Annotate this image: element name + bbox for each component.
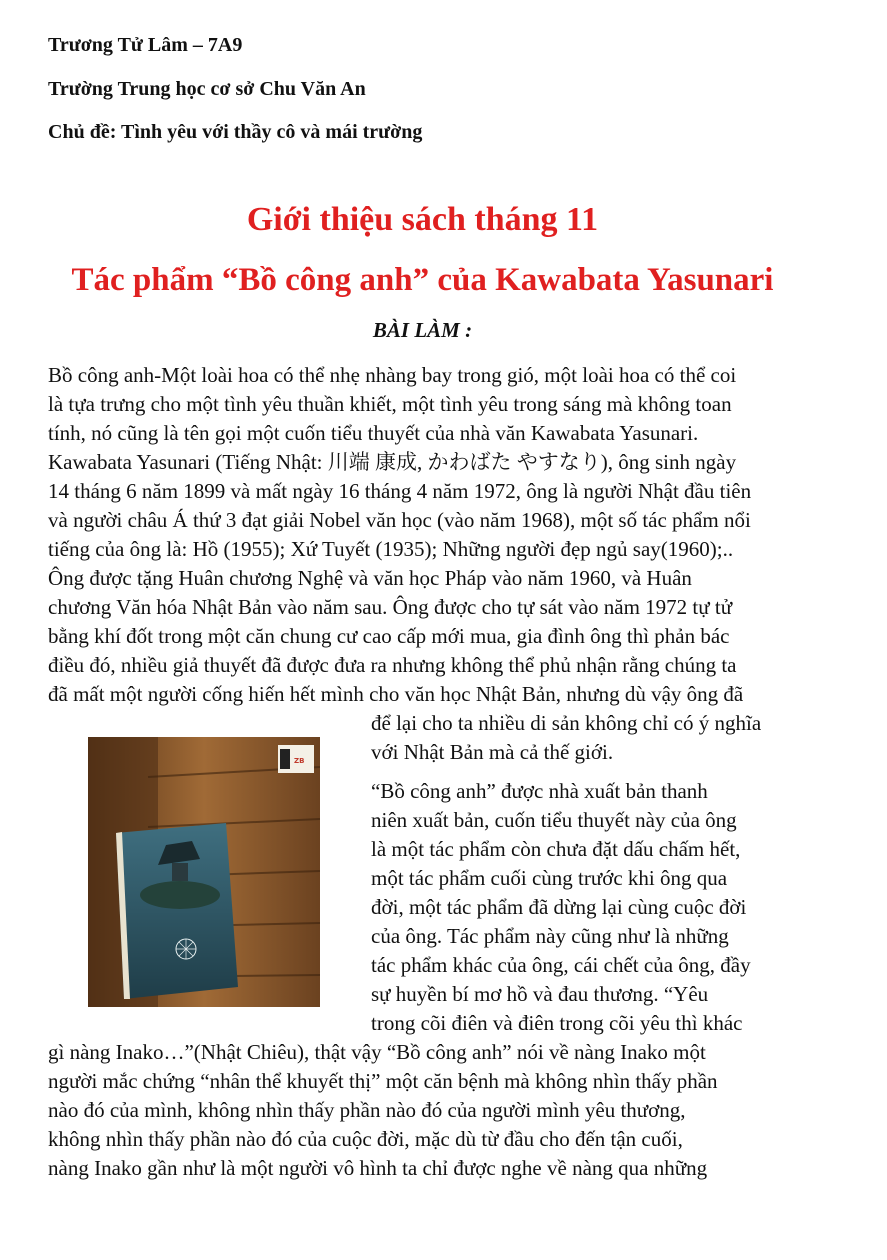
body-line: gì nàng Inako…”(Nhật Chiêu), thật vậy “Bồ công anh” nói về nàng Inako một (48, 1040, 706, 1064)
page-subtitle: Tác phẩm “Bồ công anh” của Kawabata Yasunari (71, 262, 774, 298)
body-line: bằng khí đốt trong một căn chung cư cao cấp mới mua, gia đình ông thì phản bác (48, 624, 730, 648)
body-line: không nhìn thấy phần nào đó của cuộc đời, mặc dù từ đầu cho đến tận cuối, (48, 1127, 683, 1151)
body-line: một tác phẩm cuối cùng trước khi ông qua (371, 866, 728, 890)
body-line: nào đó của mình, không nhìn thấy phần nào đó của người mình yêu thương, (48, 1098, 686, 1122)
topic-line: Chủ đề: Tình yêu với thầy cô và mái trường (48, 121, 423, 143)
body-line: Kawabata Yasunari (Tiếng Nhật: 川端 康成, かわばた やすなり), ông sinh ngày (48, 450, 737, 474)
body-line: niên xuất bản, cuốn tiểu thuyết này của ông (371, 808, 737, 832)
body-line: người mắc chứng “nhân thể khuyết thị” một căn bệnh mà không nhìn thấy phần (48, 1069, 718, 1093)
page-title: Giới thiệu sách tháng 11 (246, 201, 599, 238)
body-line: là một tác phẩm còn chưa đặt dấu chấm hết, (371, 837, 741, 861)
body-line: 14 tháng 6 năm 1899 và mất ngày 16 tháng 4 năm 1972, ông là người Nhật đầu tiên (48, 479, 752, 503)
section-label: BÀI LÀM : (372, 318, 473, 342)
body-line: chương Văn hóa Nhật Bản vào năm sau. Ông được cho tự sát vào năm 1972 tự tử (48, 595, 733, 619)
body-line: của ông. Tác phẩm này cũng như là những (371, 924, 729, 948)
author-line: Trương Tử Lâm – 7A9 (48, 34, 243, 56)
body-line: điều đó, nhiều giả thuyết đã được đưa ra nhưng không thể phủ nhận rằng chúng ta (48, 653, 737, 677)
book-photo-illustration (88, 737, 320, 1007)
body-line: trong cõi điên và điên trong cõi yêu thì khác (371, 1011, 743, 1035)
school-line: Trường Trung học cơ sở Chu Văn An (48, 78, 366, 100)
body-line: đời, một tác phẩm đã dừng lại cùng cuộc đời (371, 895, 747, 919)
body-line: tiếng của ông là: Hồ (1955); Xứ Tuyết (1935); Những người đẹp ngủ say(1960);.. (48, 537, 734, 561)
book-photo (88, 737, 320, 1007)
body-line: nàng Inako gần như là một người vô hình ta chỉ được nghe về nàng qua những (48, 1156, 708, 1180)
body-line: “Bồ công anh” được nhà xuất bản thanh (371, 779, 708, 803)
body-line: Ông được tặng Huân chương Nghệ và văn học Pháp vào năm 1960, và Huân (48, 566, 692, 590)
body-line: Bồ công anh-Một loài hoa có thể nhẹ nhàng bay trong gió, một loài hoa có thể coi (48, 363, 737, 387)
publisher-logo-icon: ZB (294, 757, 305, 765)
body-line: sự huyền bí mơ hồ và đau thương. “Yêu (371, 982, 709, 1006)
body-line: tác phẩm khác của ông, cái chết của ông, đầy (371, 953, 751, 977)
body-line: tính, nó cũng là tên gọi một cuốn tiểu thuyết của nhà văn Kawabata Yasunari. (48, 421, 699, 445)
body-line: để lại cho ta nhiều di sản không chỉ có ý nghĩa (371, 711, 762, 735)
body-line: đã mất một người cống hiến hết mình cho văn học Nhật Bản, nhưng dù vậy ông đã (48, 682, 744, 706)
body-line: với Nhật Bản mà cả thế giới. (371, 740, 614, 764)
body-line: và người châu Á thứ 3 đạt giải Nobel văn học (vào năm 1968), một số tác phẩm nổi (48, 508, 751, 532)
body-line: là tựa trưng cho một tình yêu thuần khiết, một tình yêu trong sáng mà không toan (48, 392, 732, 416)
